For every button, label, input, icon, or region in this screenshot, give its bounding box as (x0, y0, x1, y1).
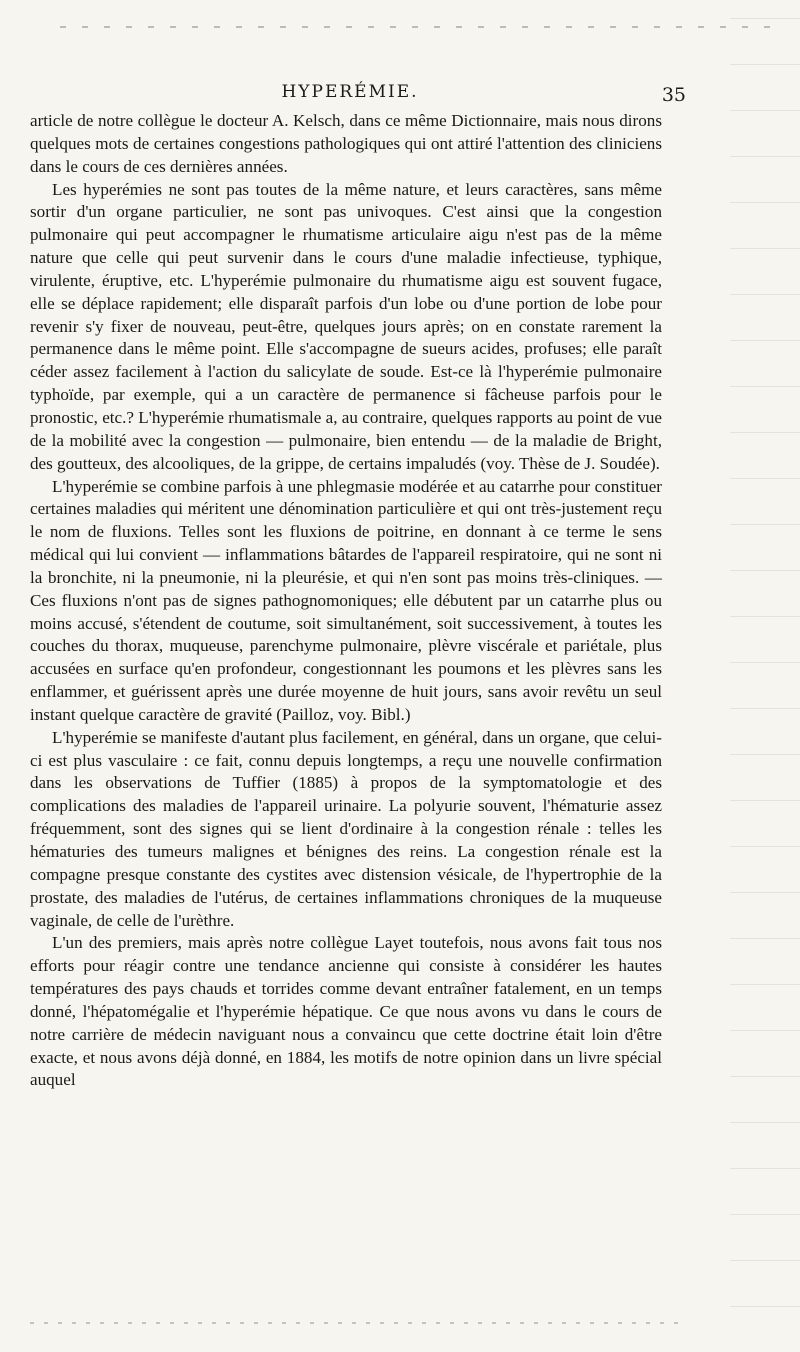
running-title: HYPERÉMIE. (281, 82, 419, 102)
paragraph-hot-climates: L'un des premiers, mais après notre collègue Layet toutefois, nous avons fait tous nos efforts pour réagir contre une tendance ancienne qui consiste à considérer les hautes températures des pays chauds et torrides comme devant entraîner fatalement, en un temps donné, l'hépatomégalie et l'hyperémie hépatique. Ce que nous avons vu dans le cours de notre carrière de médecin naviguant nous a convaincu que cette doctrine était loin d'être exacte, et nous avons déjà donné, en 1884, les motifs de notre opinion dans un livre spécial auquel (30, 933, 662, 1090)
paragraph-fluxions: L'hyperémie se combine parfois à une phlegmasie modérée et au catarrhe pour constituer certaines maladies qui méritent une dénomination particulière et qui ont très-justement reçu le nom de fluxions. Telles sont les fluxions de poitrine, en donnant à ce terme le sens médical qui lui convient — inflammations bâtardes de l'appareil respiratoire, qui ne sont ni la bronchite, ni la pneumonie, ni la pleurésie, et qui n'en sont pas moins très-cliniques. — Ces fluxions n'ont pas de signes pathognomoniques; elle débutent par un catarrhe plus ou moins accusé, s'étendent de coutume, soit simultanément, soit successivement, à toutes les couches du thorax, muqueuse, parenchyme pulmonaire, plèvre viscérale et pariétale, plus accusées en surface qu'en profondeur, congestionnant les poumons et les plèvres sans les enflammer, et guérissent après une durée moyenne de huit jours, sans avoir revêtu un seul instant quelque caractère de gravité (Pailloz, voy. Bibl.) (30, 476, 662, 724)
paragraph-continuation: article de notre collègue le docteur A. Kelsch, dans ce même Dictionnaire, mais nous dirons quelques mots de certaines congestions pathologiques qui ont attiré l'attention des cliniciens dans le cours de ces dernières années. (30, 111, 662, 176)
scan-artifact-bottom (30, 1322, 680, 1324)
page-number: 35 (661, 84, 686, 106)
page-header (30, 80, 686, 106)
paragraph-rheumatic-hyperemia: Les hyperémies ne sont pas toutes de la même nature, et leurs caractères, sans même sortir d'un organe particulier, ne sont pas univoques. C'est ainsi que la congestion pulmonaire qui peut accompagner le rhumatisme articulaire aigu n'est pas de la même nature que celle qui peut survenir dans le cours d'une maladie infectieuse, typhique, virulente, éruptive, etc. L'hyperémie pulmonaire du rhumatisme aigu est souvent fugace, elle se déplace rapidement; elle disparaît parfois d'un lobe ou d'une portion de lobe pour revenir s'y fixer de nouveau, peut-être, quelques jours après; on en constate rarement la permanence dans le même point. Elle s'accompagne de sueurs acides, profuses; elle paraît céder assez facilement à l'action du salicylate de soude. Est-ce là l'hyperémie pulmonaire typhoïde, par exemple, qui a un caractère de permanence si fâcheuse parfois pour le pronostic, etc.? L'hyperémie rhumatismale a, au contraire, quelques rapports au point de vue de la mobilité avec la congestion — pulmonaire, bien entendu — de la maladie de Bright, des goutteux, des alcooliques, de la grippe, de certains impaludés (voy. Thèse de J. Soudée). (30, 179, 662, 473)
scan-artifact-margin (730, 0, 800, 1352)
scan-artifact-top (60, 26, 780, 28)
body-text (30, 110, 662, 1092)
paragraph-renal-congestion: L'hyperémie se manifeste d'autant plus facilement, en général, dans un organe, que celui-ci est plus vasculaire : ce fait, connu depuis longtemps, a reçu une nouvelle confirmation dans les observations de Tuffier (1885) à propos de la symptomatologie et des complications des maladies de l'appareil urinaire. La polyurie souvent, l'hématurie assez fréquemment, sont des signes qui se lient d'ordinaire à la congestion rénale : telles les hématuries des tumeurs malignes et bénignes des reins. La congestion rénale est la compagne presque constante des cystites avec distension vésicale, de l'hypertrophie de la prostate, des maladies de l'utérus, de certaines inflammations chroniques de la muqueuse vaginale, de celle de l'urèthre. (30, 727, 662, 930)
